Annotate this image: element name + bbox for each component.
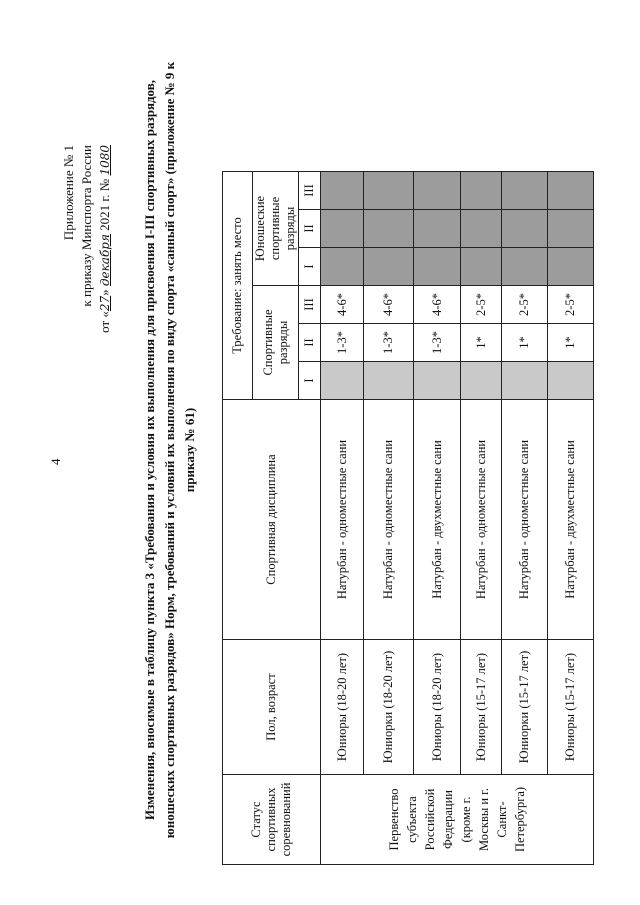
header-sex-age: Пол, возраст (223, 640, 321, 775)
youth-rank-1-cell (364, 248, 414, 286)
header-requirement: Требование: занять место (223, 172, 253, 400)
appendix-order-ref: к приказу Минспорта России (79, 145, 94, 307)
youth-rank-2-cell (548, 210, 594, 248)
header-discipline: Спортивная дисциплина (223, 400, 321, 640)
header-status: Статус спортивных соревнований (223, 775, 321, 865)
requirements-table (222, 171, 594, 865)
sex-age-cell: Юниоры (15-17 лет) (548, 640, 594, 775)
handwritten-month: декабря (98, 234, 112, 287)
table-row (548, 172, 594, 865)
appendix-title: Приложение № 1 (61, 145, 76, 241)
table-row (461, 172, 502, 865)
rank-3-cell: 4-6* (414, 286, 461, 324)
table-row (414, 172, 461, 865)
rank-1-cell (502, 362, 548, 400)
discipline-cell: Натурбан - одноместные сани (461, 400, 502, 640)
rank-1-cell (321, 362, 364, 400)
youth-rank-3-cell (502, 172, 548, 210)
rank-3-cell: 2-5* (502, 286, 548, 324)
sex-age-cell: Юниорки (18-20 лет) (364, 640, 414, 775)
youth-rank-2-cell (502, 210, 548, 248)
rank-2-cell: 1* (461, 324, 502, 362)
rank-3-cell: 2-5* (548, 286, 594, 324)
sex-age-cell: Юниоры (18-20 лет) (414, 640, 461, 775)
youth-rank-2-cell (461, 210, 502, 248)
rank-2-cell: 1* (548, 324, 594, 362)
header-rank-3: III (299, 286, 321, 324)
header-sport-ranks: Спортивные разряды (253, 286, 299, 400)
rank-2-cell: 1* (502, 324, 548, 362)
youth-rank-1-cell (414, 248, 461, 286)
rank-1-cell (548, 362, 594, 400)
page-number: 4 (48, 458, 63, 465)
handwritten-order-number: 1080 (98, 145, 112, 176)
sex-age-cell: Юниоры (15-17 лет) (461, 640, 502, 775)
rank-2-cell: 1-3* (414, 324, 461, 362)
appendix-date-line (96, 145, 114, 333)
youth-rank-1-cell (548, 248, 594, 286)
table-row (502, 172, 548, 865)
rank-3-cell: 4-6* (321, 286, 364, 324)
date-prefix: от « (97, 311, 112, 333)
discipline-cell: Натурбан - двухместные сани (548, 400, 594, 640)
status-cell: Первенство субъекта Российской Федерации (кроме г. Москвы и г. Санкт-Петербурга) (321, 775, 594, 865)
rank-3-cell: 4-6* (364, 286, 414, 324)
youth-rank-1-cell (502, 248, 548, 286)
youth-rank-2-cell (414, 210, 461, 248)
table-row (321, 172, 364, 865)
rank-2-cell: 1-3* (364, 324, 414, 362)
sex-age-cell: Юниоры (18-20 лет) (321, 640, 364, 775)
discipline-cell: Натурбан - одноместные сани (364, 400, 414, 640)
youth-rank-3-cell (321, 172, 364, 210)
discipline-cell: Натурбан - одноместные сани (502, 400, 548, 640)
sex-age-cell: Юниорки (15-17 лет) (502, 640, 548, 775)
header-youth-rank-2: II (299, 210, 321, 248)
rank-1-cell (364, 362, 414, 400)
rank-1-cell (461, 362, 502, 400)
youth-rank-1-cell (461, 248, 502, 286)
rank-2-cell: 1-3* (321, 324, 364, 362)
header-youth-rank-3: III (299, 172, 321, 210)
youth-rank-3-cell (548, 172, 594, 210)
document-title: Изменения, вносимые в таблицу пункта 3 «Требования и условия их выполнения для присвоения I-III спортивных разрядов, юношеских спортивных разрядов» Норм, требований и условий их выполнения по виду спорта «санный спорт» (приложение № 9 к приказу № 61) (142, 61, 197, 839)
header-rank-1: I (299, 362, 321, 400)
youth-rank-1-cell (321, 248, 364, 286)
youth-rank-3-cell (364, 172, 414, 210)
rank-1-cell (414, 362, 461, 400)
youth-rank-3-cell (461, 172, 502, 210)
youth-rank-2-cell (321, 210, 364, 248)
header-rank-2: II (299, 324, 321, 362)
header-youth-ranks: Юношеские спортивные разряды (253, 172, 299, 286)
handwritten-day: 27 (98, 295, 112, 312)
youth-rank-3-cell (414, 172, 461, 210)
date-year: 2021 г. № (97, 178, 112, 231)
discipline-cell: Натурбан - одноместные сани (321, 400, 364, 640)
table-row (364, 172, 414, 865)
appendix-header (60, 145, 114, 333)
discipline-cell: Натурбан - двухместные сани (414, 400, 461, 640)
header-youth-rank-1: I (299, 248, 321, 286)
date-mid: » (97, 289, 112, 296)
rank-3-cell: 2-5* (461, 286, 502, 324)
youth-rank-2-cell (364, 210, 414, 248)
